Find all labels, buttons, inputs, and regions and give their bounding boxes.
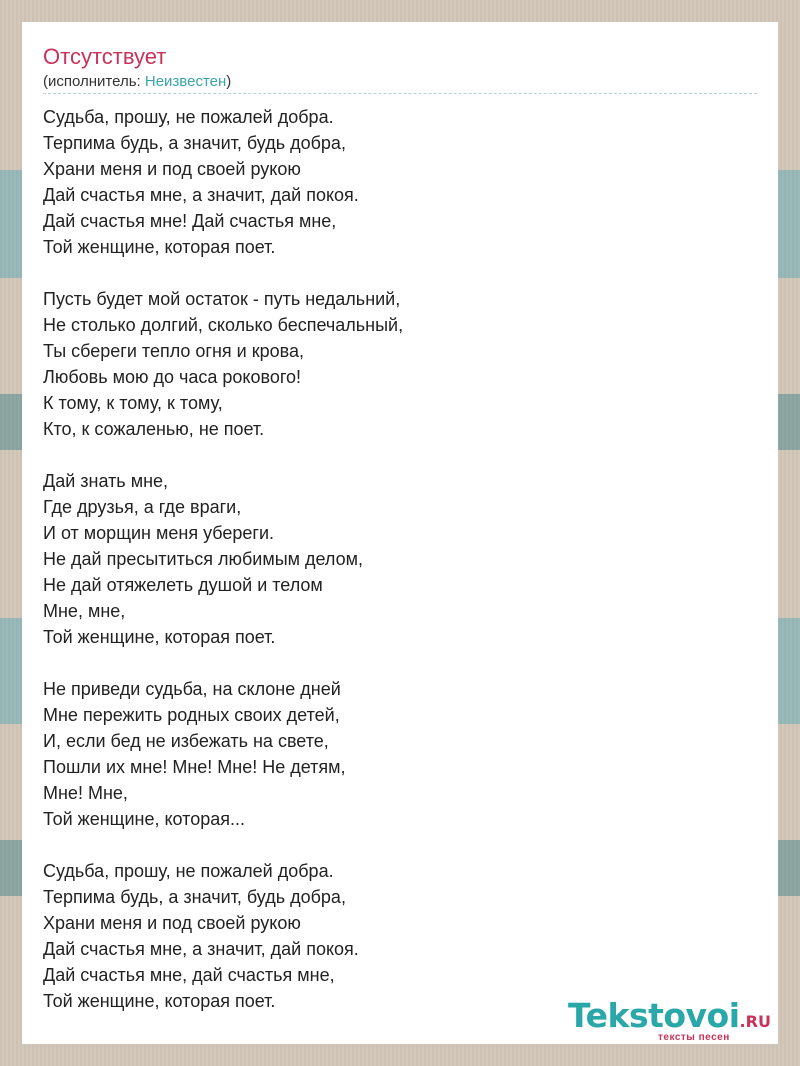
logo-text: Tekstovoi [568,996,740,1035]
lyric-line: Храни меня и под своей рукою [43,913,301,933]
lyric-line: Пошли их мне! Мне! Мне! Не детям, [43,757,346,777]
lyric-line: И от морщин меня убереги. [43,523,275,543]
artist-prefix: (исполнитель: [43,73,145,90]
lyric-line: Судьба, прошу, не пожалей добра. [43,861,334,881]
artist-suffix: ) [226,73,232,90]
lyric-line: Дай счастья мне, а значит, дай покоя. [43,939,359,959]
lyric-line: Любовь мою до часа рокового! [43,367,302,387]
lyrics-stanza [43,286,403,442]
lyrics-stanza [43,104,403,260]
lyrics-stanza [43,676,403,832]
lyric-line: Не столько долгий, сколько беспечальный, [43,315,404,335]
lyric-line: Терпима будь, а значит, будь добра, [43,133,346,153]
song-title: Отсутствует [43,44,167,69]
lyric-line: Той женщине, которая поет. [43,991,276,1011]
lyric-line: И, если бед не избежать на свете, [43,731,329,751]
lyric-line: Дай счастья мне! Дай счастья мне, [43,211,337,231]
lyric-line: Не дай пресытиться любимым делом, [43,549,364,569]
lyrics-text [43,104,403,1040]
lyric-line: Терпима будь, а значит, будь добра, [43,887,346,907]
lyric-line: Пусть будет мой остаток - путь недальний, [43,289,401,309]
artist-line [43,73,231,91]
lyric-line: Не приведи судьба, на склоне дней [43,679,341,699]
lyric-line: Ты сбереги тепло огня и крова, [43,341,305,361]
lyric-line: Той женщине, которая... [43,809,245,829]
lyric-line: Дай знать мне, [43,471,169,491]
title-divider [43,93,757,94]
logo-subtitle: тексты песен [658,1032,730,1043]
lyric-line: Судьба, прошу, не пожалей добра. [43,107,334,127]
lyric-line: Где друзья, а где враги, [43,497,242,517]
lyric-line: Мне, мне, [43,601,126,621]
lyric-line: Дай счастья мне, а значит, дай покоя. [43,185,359,205]
lyric-line: Храни меня и под своей рукою [43,159,301,179]
lyric-line: Мне пережить родных своих детей, [43,705,340,725]
lyric-line: Кто, к сожаленью, не поет. [43,419,265,439]
lyric-line: Дай счастья мне, дай счастья мне, [43,965,335,985]
lyric-line: Не дай отяжелеть душой и телом [43,575,323,595]
artist-link[interactable]: Неизвестен [144,73,227,90]
lyric-line: Мне! Мне, [43,783,128,803]
lyrics-stanza [43,858,403,1014]
lyrics-card [22,22,778,1044]
lyric-line: Той женщине, которая поет. [43,237,276,257]
lyric-line: Той женщине, которая поет. [43,627,276,647]
lyric-line: К тому, к тому, к тому, [43,393,223,413]
lyrics-stanza [43,468,403,650]
logo-tld: .RU [739,1012,771,1031]
